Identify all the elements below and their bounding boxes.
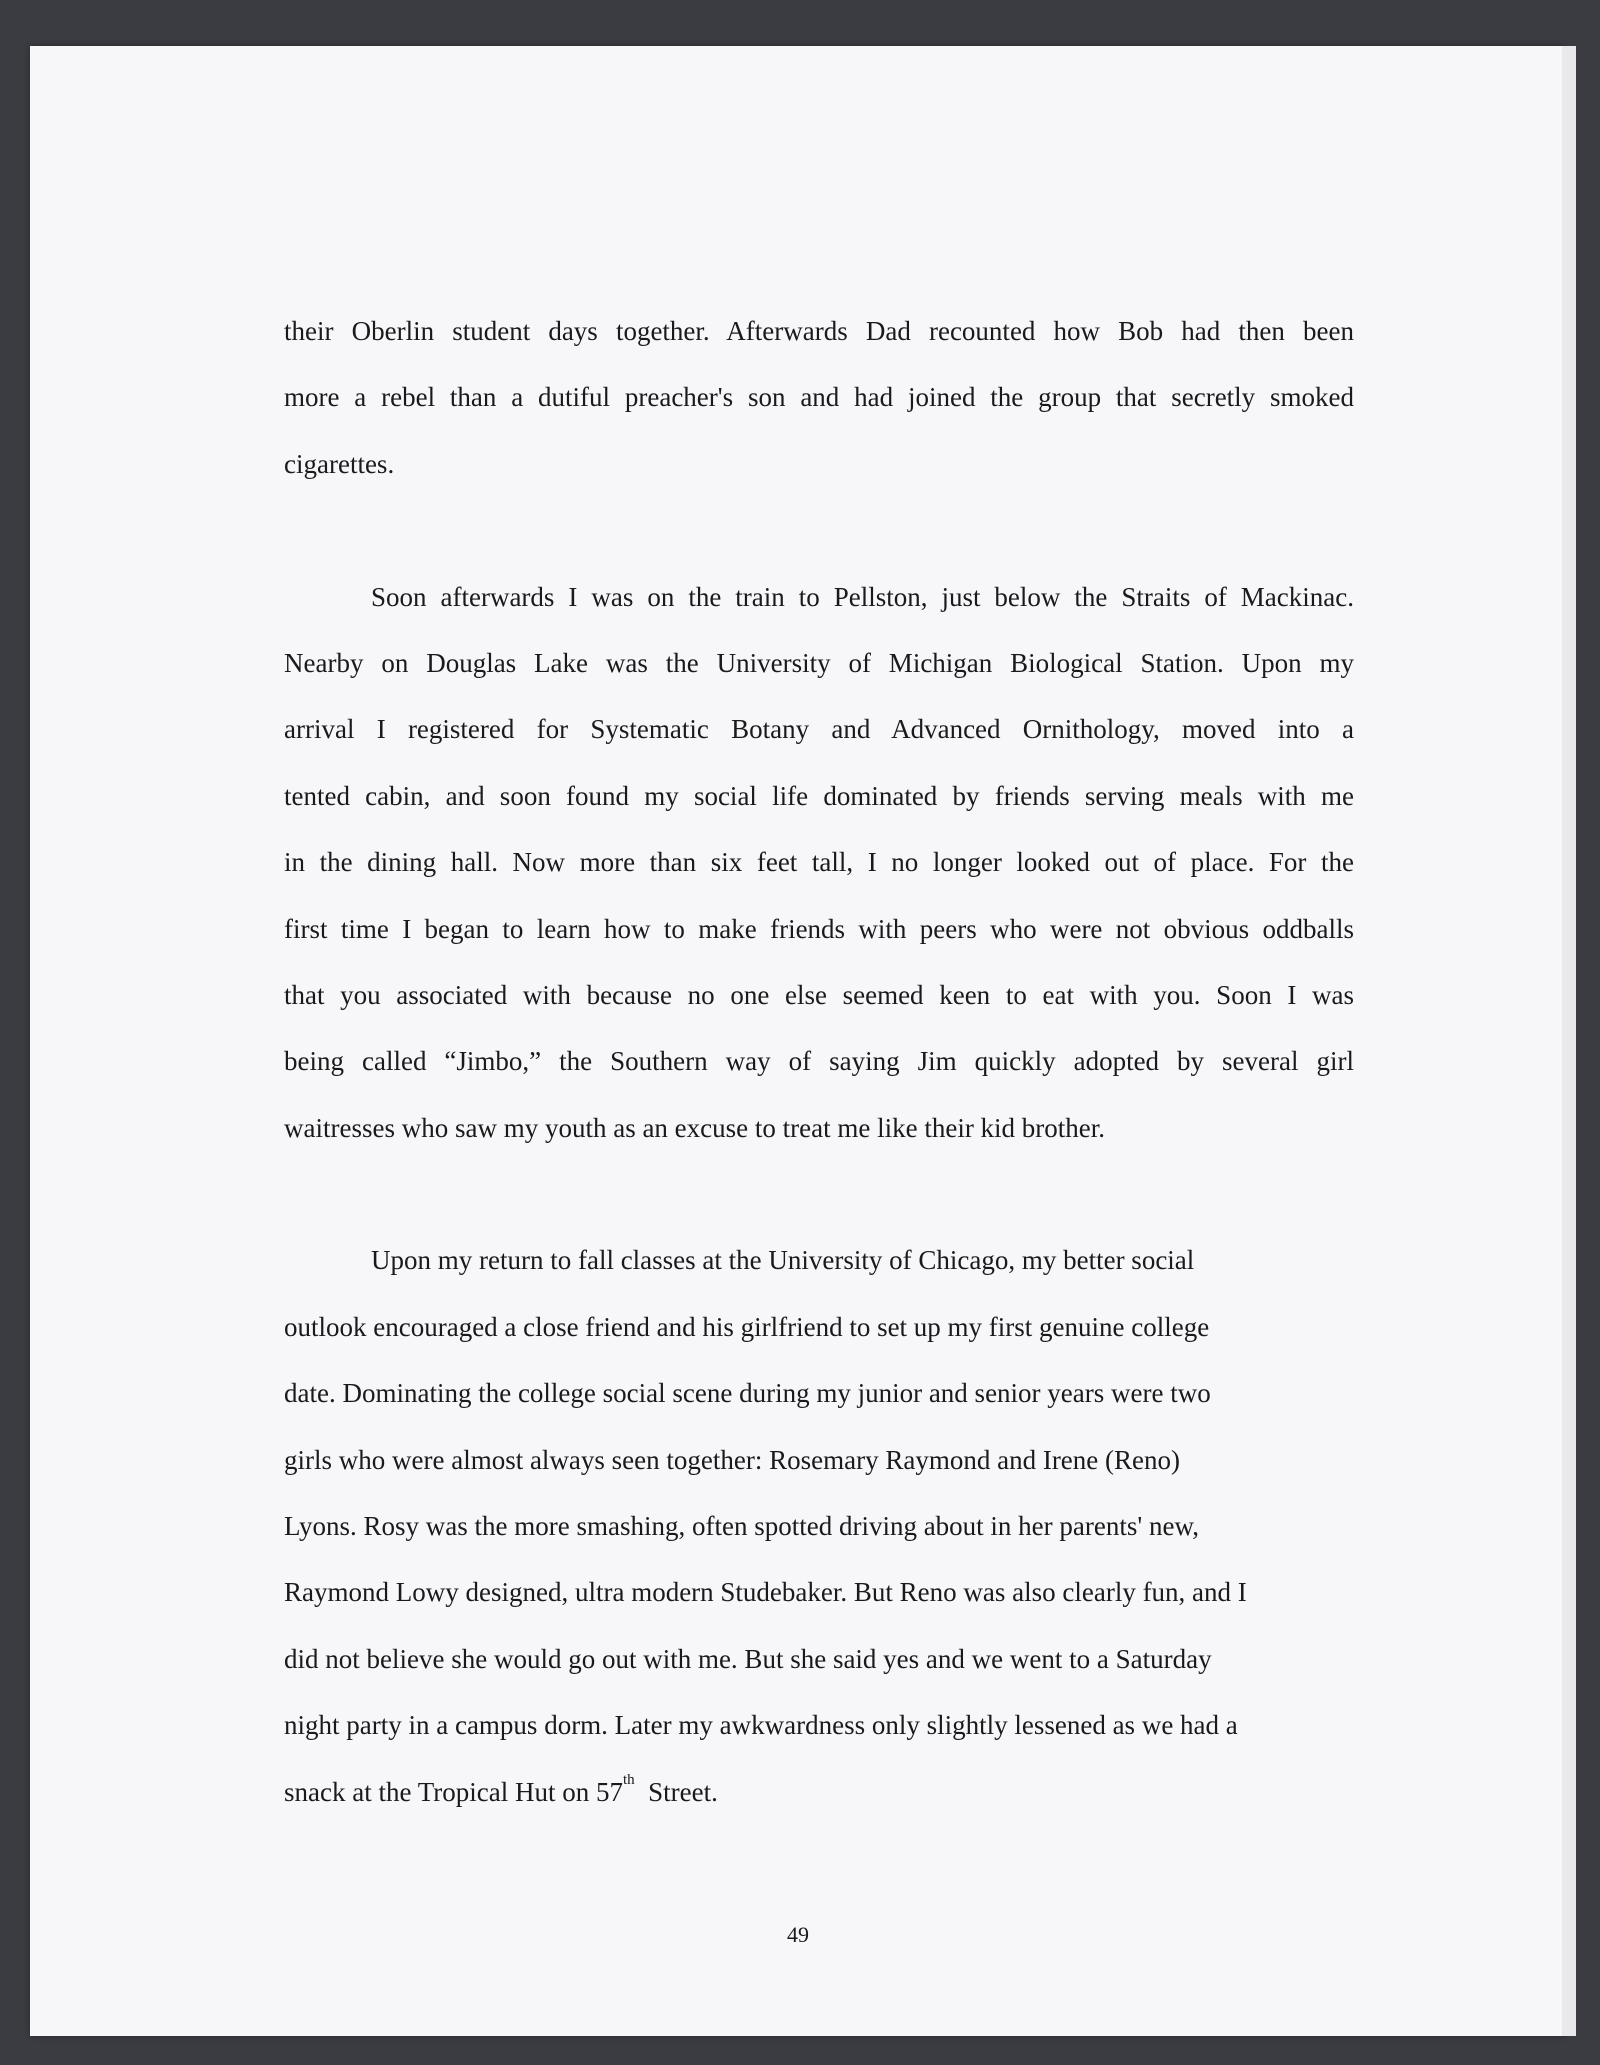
text-line: more a rebel than a dutiful preacher's son and had joined the group that secretly smoked bbox=[284, 382, 1354, 413]
text-line: outlook encouraged a close friend and his girlfriend to set up my first genuine college bbox=[284, 1311, 1210, 1342]
text-line: did not believe she would go out with me. But she said yes and we went to a Saturday bbox=[284, 1643, 1212, 1674]
text-line bbox=[284, 1759, 1354, 1825]
text-line: Raymond Lowy designed, ultra modern Studebaker. But Reno was also clearly fun, and I bbox=[284, 1577, 1247, 1608]
text-line: Upon my return to fall classes at the University of Chicago, my better social bbox=[371, 1245, 1195, 1276]
text-line: cigarettes. bbox=[284, 448, 395, 479]
text-line: waitresses who saw my youth as an excuse to treat me like their kid brother. bbox=[284, 1112, 1106, 1143]
body-text bbox=[284, 298, 1354, 1825]
last-line-text: snack at the Tropical Hut on 57 bbox=[284, 1776, 623, 1807]
paragraph-3 bbox=[284, 1227, 1354, 1825]
backing-sheet-edge bbox=[1562, 46, 1576, 2036]
text-line: being called “Jimbo,” the Southern way of saying Jim quickly adopted by several girl bbox=[284, 1046, 1354, 1077]
text-line: Soon afterwards I was on the train to Pellston, just below the Straits of Mackinac. bbox=[371, 581, 1354, 612]
text-line: Lyons. Rosy was the more smashing, often spotted driving about in her parents' new, bbox=[284, 1511, 1199, 1542]
document-page bbox=[30, 46, 1566, 2036]
paragraph-2 bbox=[284, 564, 1354, 1162]
text-line: tented cabin, and soon found my social life dominated by friends serving meals with me bbox=[284, 780, 1354, 811]
text-line: in the dining hall. Now more than six feet tall, I no longer looked out of place. For the bbox=[284, 847, 1354, 878]
last-line-text-end: Street. bbox=[634, 1776, 718, 1807]
paragraph-1 bbox=[284, 298, 1354, 497]
paragraph-gap bbox=[284, 497, 1354, 563]
page-number: 49 bbox=[787, 1922, 809, 1947]
text-line: that you associated with because no one else seemed keen to eat with you. Soon I was bbox=[284, 979, 1354, 1010]
paragraph-gap bbox=[284, 1161, 1354, 1227]
text-line: Nearby on Douglas Lake was the University of Michigan Biological Station. Upon my bbox=[284, 647, 1354, 678]
text-line: first time I began to learn how to make friends with peers who were not obvious oddballs bbox=[284, 913, 1354, 944]
text-line: date. Dominating the college social scene during my junior and senior years were two bbox=[284, 1378, 1211, 1409]
text-line: night party in a campus dorm. Later my awkwardness only slightly lessened as we had a bbox=[284, 1710, 1238, 1741]
text-line: their Oberlin student days together. Afterwards Dad recounted how Bob had then been bbox=[284, 316, 1354, 346]
superscript-ordinal: th bbox=[622, 1771, 635, 1788]
text-line: arrival I registered for Systematic Botany and Advanced Ornithology, moved into a bbox=[284, 714, 1354, 745]
text-line: girls who were almost always seen together: Rosemary Raymond and Irene (Reno) bbox=[284, 1444, 1180, 1475]
